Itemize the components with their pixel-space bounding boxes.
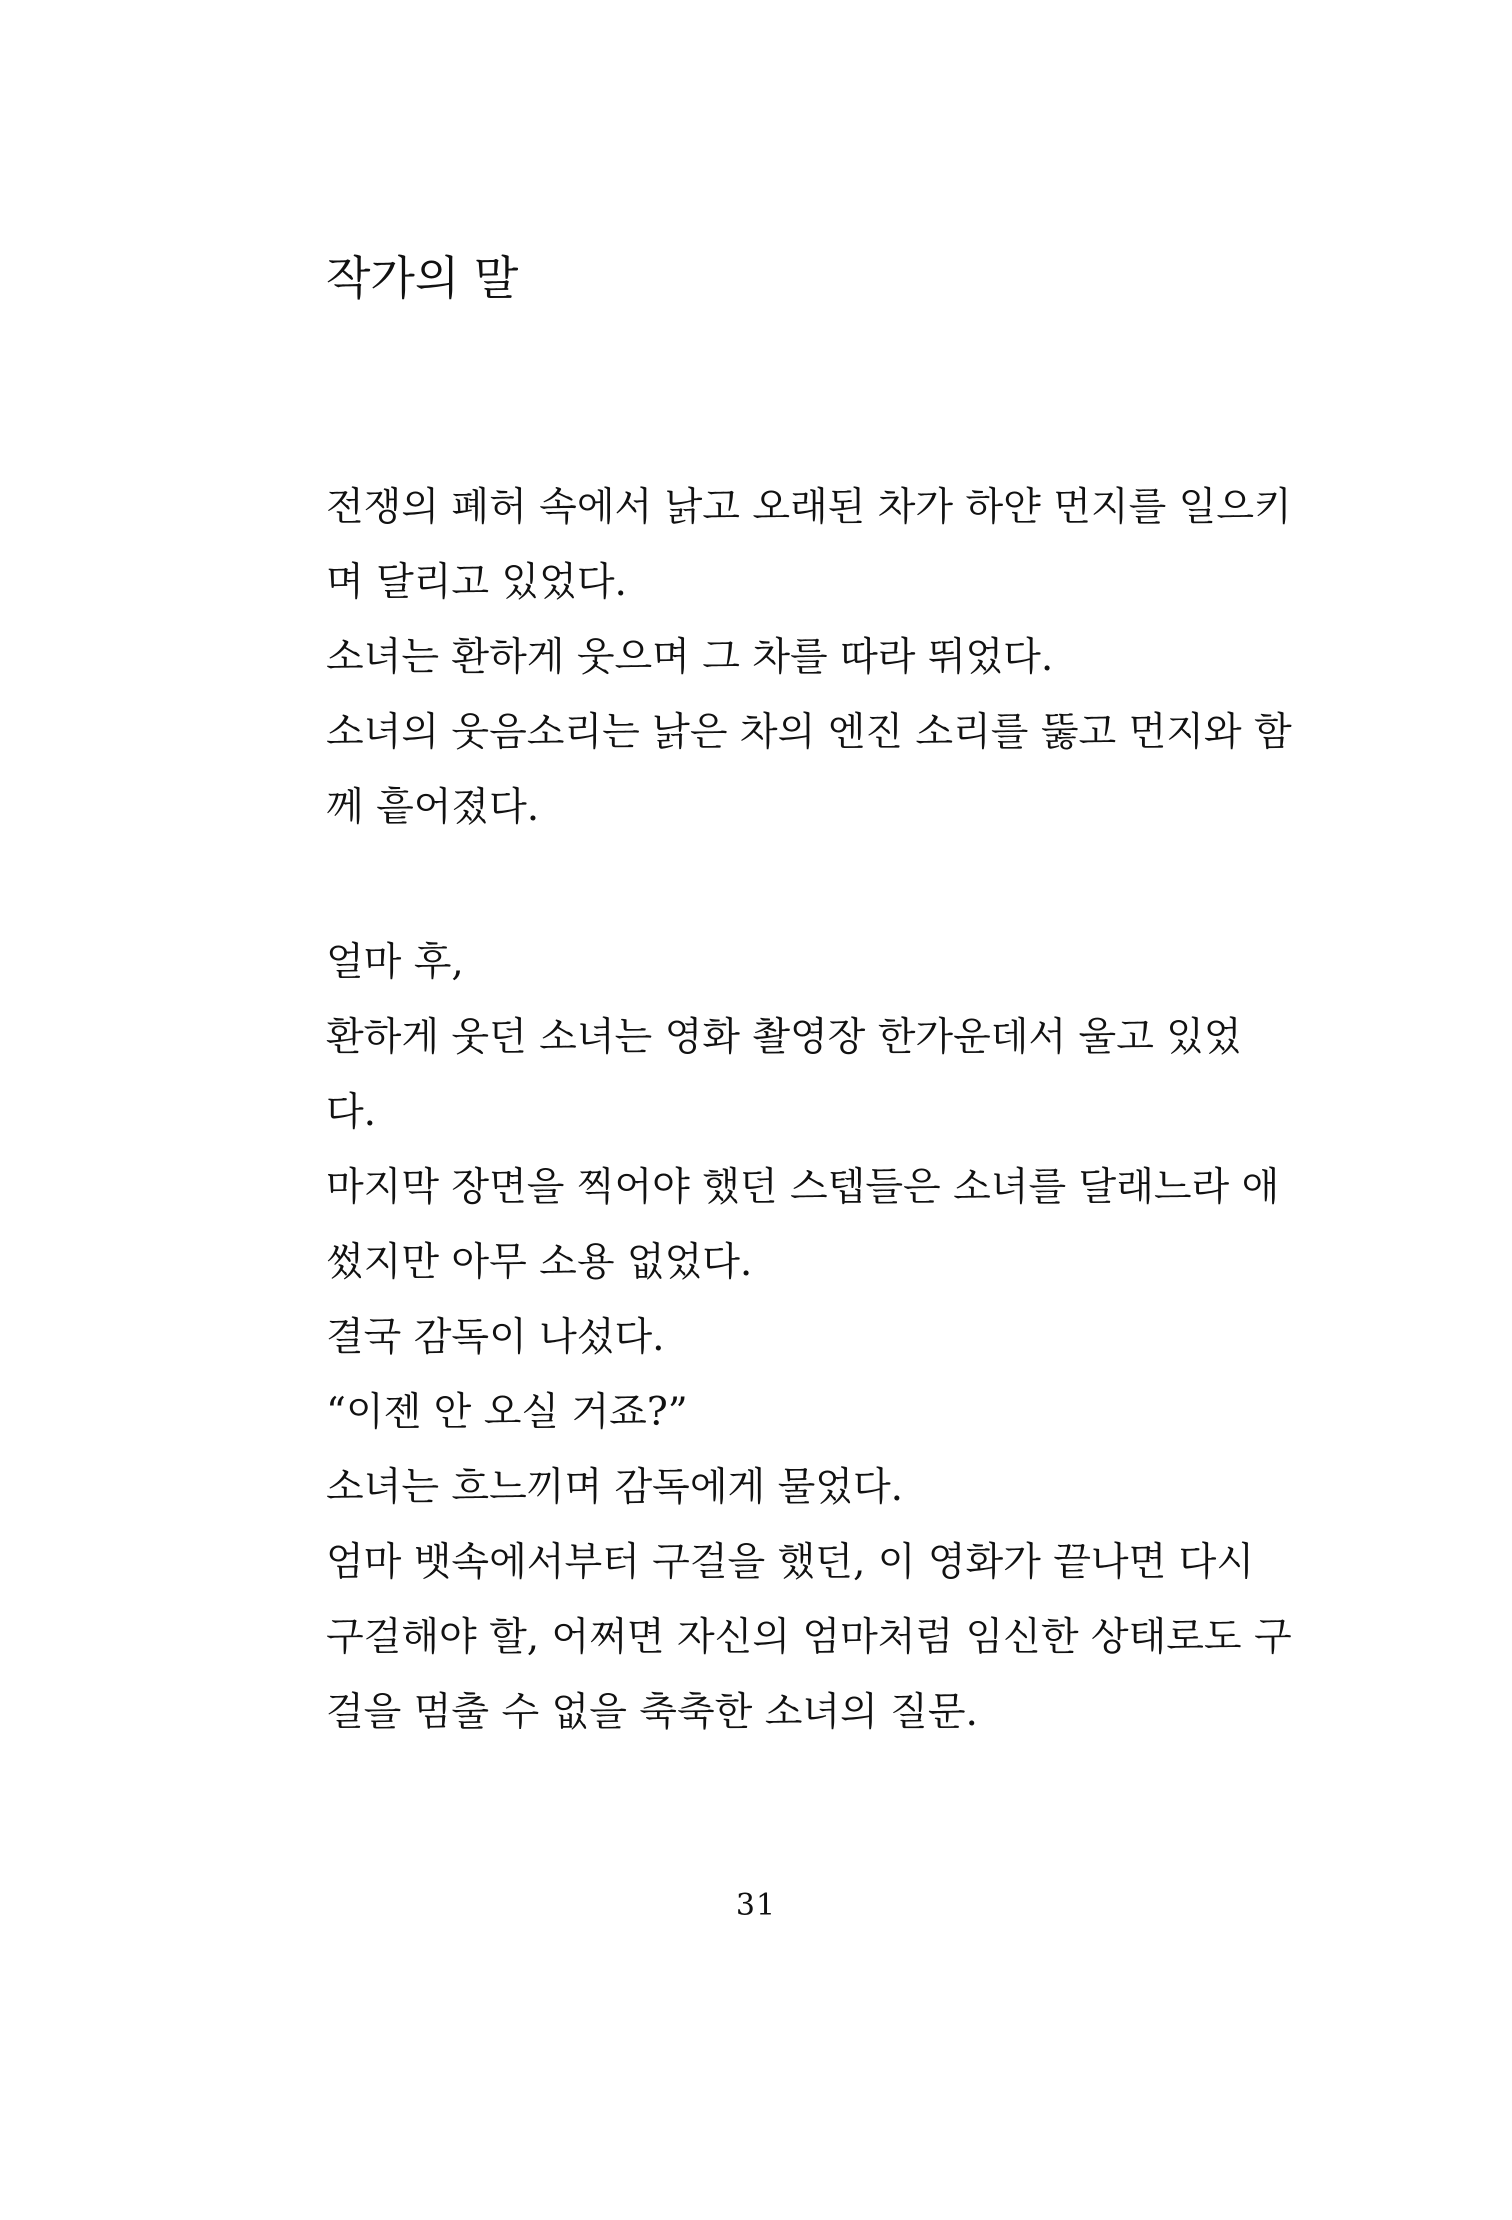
text-line: 구걸해야 할, 어쩌면 자신의 엄마처럼 임신한 상태로도 구	[326, 1615, 1292, 1660]
text-line: 께 흩어졌다.	[326, 785, 540, 830]
text-line: “이젠 안 오실 거죠?”	[326, 1390, 688, 1435]
paragraph-block-1	[326, 470, 1292, 845]
text-line: 소녀는 흐느끼며 감독에게 물었다.	[326, 1465, 904, 1510]
page-title: 작가의 말	[326, 251, 519, 305]
text-line: 결국 감독이 나섰다.	[326, 1315, 665, 1360]
text-line: 엄마 뱃속에서부터 구걸을 했던, 이 영화가 끝나면 다시	[326, 1540, 1255, 1585]
text-line: 전쟁의 폐허 속에서 낡고 오래된 차가 하얀 먼지를 일으키	[326, 485, 1292, 530]
text-line: 썼지만 아무 소용 없었다.	[326, 1240, 753, 1285]
text-line: 얼마 후,	[326, 940, 464, 985]
paragraph-block-2	[326, 925, 1292, 1750]
text-line: 걸을 멈출 수 없을 축축한 소녀의 질문.	[326, 1690, 978, 1735]
text-line: 다.	[326, 1090, 377, 1135]
text-line: 소녀의 웃음소리는 낡은 차의 엔진 소리를 뚫고 먼지와 함	[326, 710, 1292, 755]
text-line: 소녀는 환하게 웃으며 그 차를 따라 뛰었다.	[326, 635, 1054, 680]
text-line: 마지막 장면을 찍어야 했던 스텝들은 소녀를 달래느라 애	[326, 1165, 1280, 1210]
page-number: 31	[735, 1888, 777, 1923]
text-line: 며 달리고 있었다.	[326, 560, 627, 605]
text-line: 환하게 웃던 소녀는 영화 촬영장 한가운데서 울고 있었	[326, 1015, 1242, 1060]
